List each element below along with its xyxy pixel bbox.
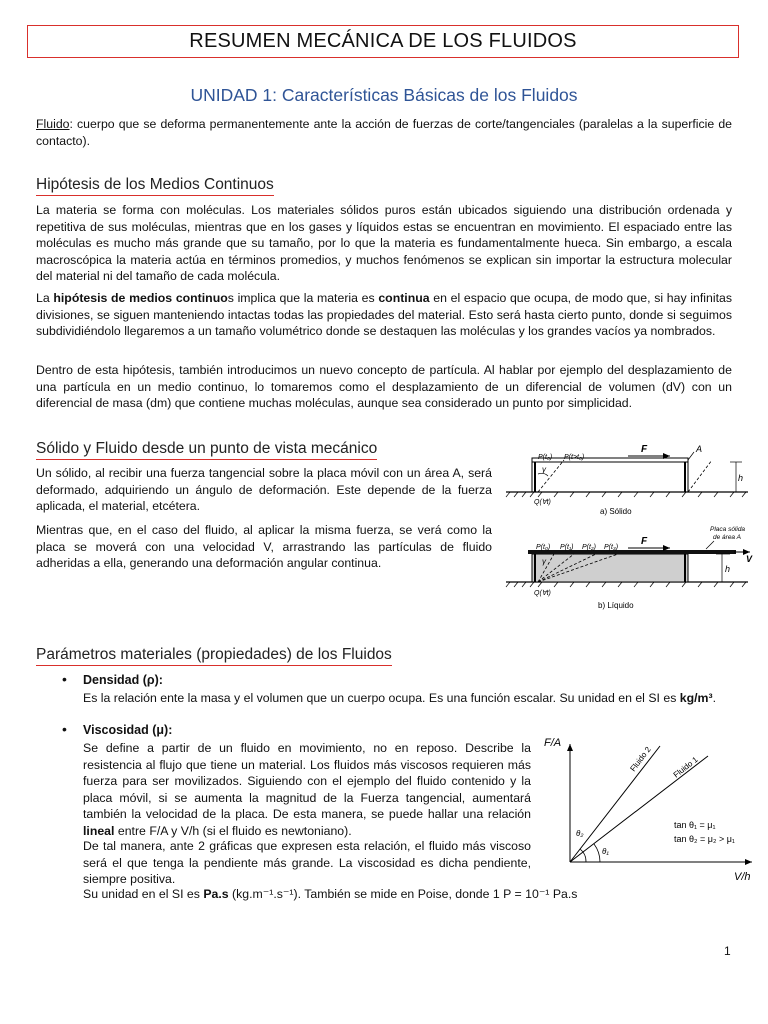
paragraph-particula: Dentro de esta hipótesis, también introducimos un nuevo concepto de partícula. Al hablar por ejemplo del desplazamiento de una partícula en un medio continuo, lo tomaremos como el desplazamiento de un diferencial de volumen (dV) con un diferencial de masa (dm) que contiene muchas moléculas, aunque sea considerado un punto por simplicidad.: [36, 363, 732, 410]
solid-force-label: F: [641, 444, 648, 455]
equation-2: tan θ₂ = μ₂ > μ₁: [674, 834, 735, 844]
viscosidad-title: Viscosidad (μ):: [83, 723, 173, 737]
equation-1: tan θ₁ = μ₁: [674, 820, 716, 830]
fluido-2-label: Fluido 2: [628, 745, 653, 774]
densidad-end: .: [712, 691, 716, 705]
bullet-densidad: •: [62, 671, 67, 687]
densidad-text: [83, 690, 743, 707]
visc-lineal: lineal: [83, 823, 115, 838]
solid-gamma-label: γ: [542, 465, 546, 474]
document-title-box: [27, 25, 739, 58]
p2-bold-hipotesis: hipótesis de medios continuo: [53, 291, 228, 305]
solid-q-label: Q(∀t): [534, 499, 551, 506]
liquid-plate-note-1: Placa sólida: [710, 526, 746, 533]
paragraph-materia: La materia se forma con moléculas. Los materiales sólidos puros están ubicados siguiendo una distribución ordenada y repetitiva de sus moléculas, mientras que en los gases y líquidos estas se encuentran en movimiento. El espaciado entre las moléculas es mucho más grande que su tamaño, por lo que la materia es fundamentalmente hueca. Sin embargo, a escala macroscópica la materia actúa en términos promedios, y muchos fenómenos se explican sin importar la estructura molecular del material ni del tamaño de cada molécula.: [36, 203, 732, 283]
theta2-label: θ₂: [576, 829, 584, 838]
p2-bold-continua: continua: [378, 291, 430, 305]
section-heading-parametros: Parámetros materiales (propiedades) de los Fluidos: [36, 646, 392, 666]
liquid-height-label: h: [725, 564, 731, 574]
page-number: 1: [724, 944, 731, 958]
densidad-title: Densidad (ρ):: [83, 673, 163, 687]
solid-p1-label: P(t>t₀): [564, 454, 585, 461]
solid-area-label: A: [696, 444, 703, 454]
densidad-unit: kg/m³: [679, 691, 713, 705]
liquid-p1-label: P(t₁): [560, 544, 574, 551]
liquid-plate-note-2: de área A: [713, 534, 741, 541]
theta1-label: θ₁: [602, 847, 609, 856]
p2-d: en el espacio que ocupa, de modo que, si hay infinitas divisiones, se siguen manteniendo intactas todas las propiedades del material. Esto será hasta cierto punto, donde si seguimos subdividiéndolo llegaremos a un tamaño volumétrico donde se destaquen las moléculas y los grandes vacíos ya nombrados.: [36, 291, 732, 338]
liquid-caption: b) Líquido: [598, 601, 634, 610]
section-heading-medios-continuos: Hipótesis de los Medios Continuos: [36, 176, 274, 196]
densidad-body: Es la relación ente la masa y el volumen que un cuerpo ocupa. Es una función escalar. Su unidad en el SI es: [83, 691, 680, 705]
visc-unit-b: Pa.s: [203, 887, 229, 901]
liquid-q-label: Q(∀t): [534, 590, 551, 597]
graph-y-label: F/A: [544, 737, 562, 749]
fluido-1-label: Fluido 1: [671, 754, 700, 780]
visc-p1-end: entre F/A y V/h (si el fluido es newtoniano).: [114, 823, 352, 838]
fluido-definition: [36, 116, 732, 149]
liquid-gamma-label: γ: [542, 557, 546, 566]
solid-p0-label: P(t₀): [538, 454, 553, 461]
document-title: RESUMEN MECÁNICA DE LOS FLUIDOS: [189, 30, 577, 52]
liquid-p0-label: P(t₀): [536, 544, 551, 551]
fluido-1-line: [570, 756, 708, 862]
solid-liquid-figure: [498, 438, 760, 614]
viscosidad-paragraph-1: [83, 740, 531, 839]
liquid-p3-label: P(t₃): [604, 544, 619, 551]
visc-unit-a: Su unidad en el SI es: [83, 887, 204, 901]
liquid-force-label: F: [641, 536, 648, 547]
visc-unit-c: (kg.m⁻¹.s⁻¹). También se mide en Poise, donde 1 P = 10⁻¹ Pa.s: [228, 887, 578, 901]
viscosidad-paragraph-2: De tal manera, ante 2 gráficas que expresen esta relación, el fluido más viscoso será el que tenga la pendiente más grande. La viscosidad es dicha pendiente, siempre positiva.: [83, 839, 531, 886]
solid-height-label: h: [738, 473, 744, 483]
fluido-2-line: [570, 746, 660, 862]
graph-x-label: V/h: [734, 871, 751, 883]
solid-diagram: [506, 444, 748, 516]
fluido-definition-text: : cuerpo que se deforma permanentemente ante la acción de fuerzas de corte/tangenciales (paralelas a la superficie de contacto).: [36, 117, 732, 148]
theta1-arc: [594, 844, 600, 862]
solid-caption: a) Sólido: [600, 507, 632, 516]
bullet-viscosidad: •: [62, 721, 67, 737]
p2-a: La: [36, 291, 54, 305]
paragraph-fluido-placa: Mientras que, en el caso del fluido, al aplicar la misma fuerza, se verá como la placa se moverá con una velocidad V, arrastrando las partículas de fluido adheridas a ella, generando una deformación angular continua.: [36, 523, 492, 570]
paragraph-hipotesis: [36, 290, 732, 340]
fluido-term: Fluido: [36, 117, 70, 131]
liquid-diagram: [506, 526, 753, 610]
paragraph-solido: Un sólido, al recibir una fuerza tangencial sobre la placa móvil con un área A, será deformado, adquiriendo un ángulo de deformación. Este depende de la fuerza aplicada, el material, etcétera.: [36, 466, 492, 513]
unit-title: UNIDAD 1: Características Básicas de los Fluidos: [190, 85, 578, 105]
liquid-velocity-label: V: [746, 554, 753, 564]
viscosity-graph: [538, 730, 762, 890]
section-heading-solido-fluido: Sólido y Fluido desde un punto de vista mecánico: [36, 440, 377, 460]
liquid-p2-label: P(t₂): [582, 544, 596, 551]
visc-p1: Se define a partir de un fluido en movimiento, no en reposo. Describe la resistencia al flujo que tiene un material. Los fluidos más viscosos requieren más fuerza para ser movilizados. Siguiendo con el ejemplo del fluido contenido y la placa móvil, si se aumenta la magnitud de la Fuerza tangencial, aumentará también la velocidad de la placa. De esta manera, se puede hallar una relación: [83, 741, 531, 821]
p2-c: s implica que la materia es: [227, 291, 379, 305]
